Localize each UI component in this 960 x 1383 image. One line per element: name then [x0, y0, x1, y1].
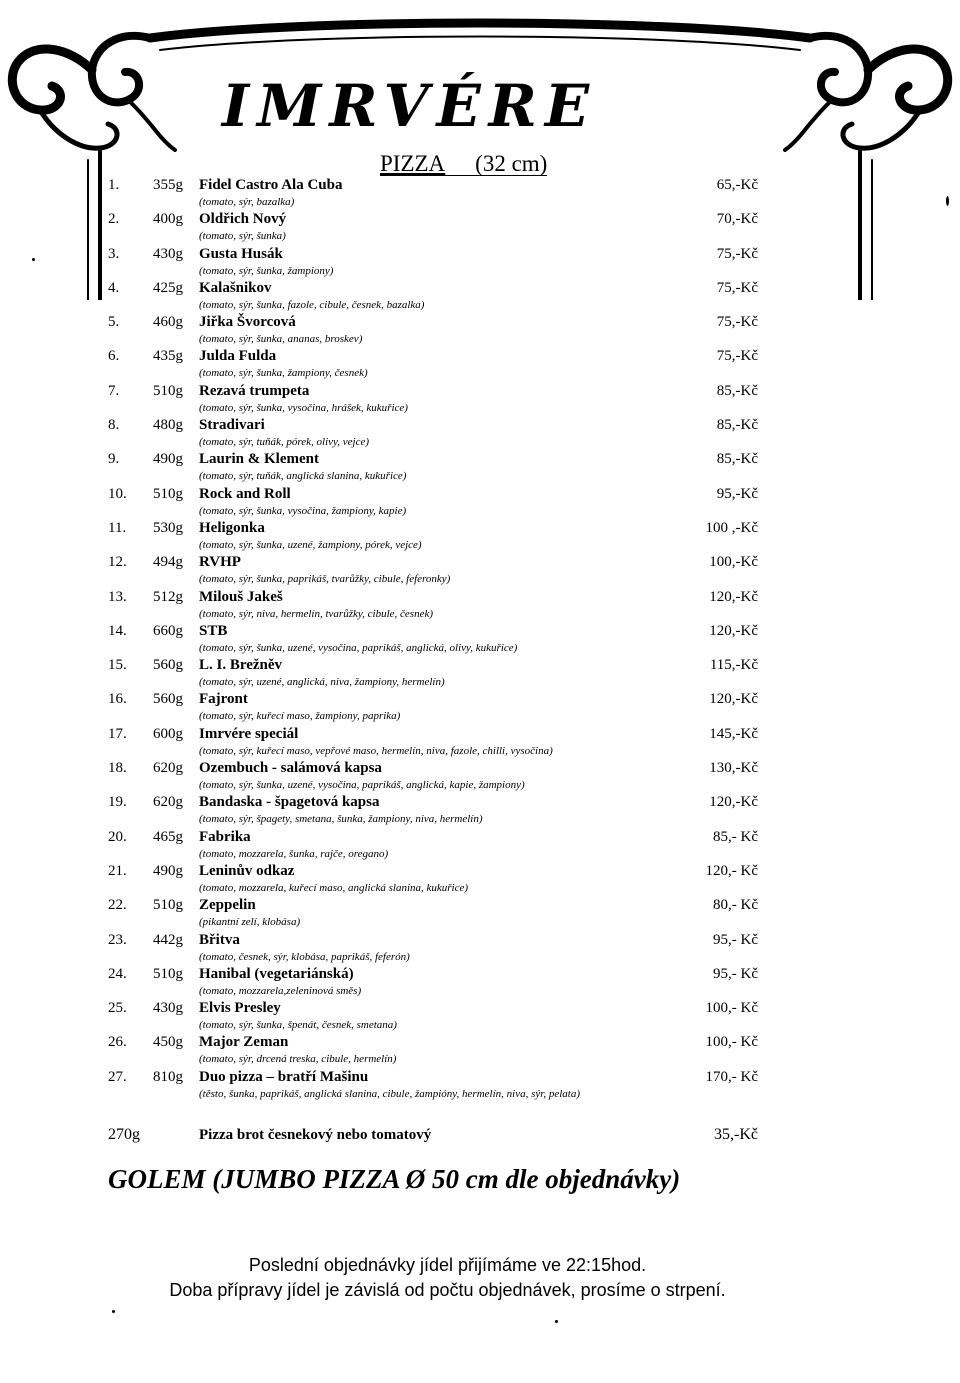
- menu-item: [0, 518, 960, 552]
- item-ingredients: (tomato, sýr, šunka, paprikáš, tvarůžky, cibule, feferonky): [199, 573, 451, 586]
- item-name: Hanibal (vegetariánská): [199, 965, 354, 982]
- menu-item: [0, 278, 960, 312]
- item-name: Fabrika: [199, 828, 251, 845]
- item-price: 120,-Kč: [709, 691, 758, 708]
- item-ingredients: (tomato, sýr, šunka, uzené, vysočina, paprikáš, anglická, kapie, žampiony): [199, 779, 525, 792]
- item-number: 3.: [108, 245, 120, 262]
- item-ingredients: (tomato, česnek, sýr, klobása, paprikáš, feferón): [199, 950, 410, 963]
- item-weight: 560g: [153, 657, 183, 674]
- item-name: Imrvére speciál: [199, 725, 299, 742]
- menu-item: [0, 861, 960, 895]
- item-weight: 490g: [153, 862, 183, 879]
- item-weight: 512g: [153, 588, 183, 605]
- item-name: Laurin & Klement: [199, 451, 319, 468]
- item-number: 24.: [108, 965, 127, 982]
- menu-item: [0, 689, 960, 723]
- item-price: 95,-Kč: [716, 485, 758, 502]
- item-weight: 494g: [153, 554, 183, 571]
- preparation-note: Doba přípravy jídel je závislá od počtu objednávek, prosíme o strpení.: [169, 1280, 726, 1300]
- item-number: 14.: [108, 622, 127, 639]
- item-price: 130,-Kč: [709, 760, 758, 777]
- item-price: 75,-Kč: [716, 245, 758, 262]
- item-number: 26.: [108, 1034, 127, 1051]
- menu-item: [0, 758, 960, 792]
- item-ingredients: (tomato, sýr, tuňák, pórek, olivy, vejce): [199, 436, 370, 449]
- item-ingredients: (tomato, sýr, šunka, špenát, česnek, smetana): [199, 1019, 397, 1032]
- item-ingredients: (tomato, sýr, šunka): [199, 230, 286, 243]
- item-weight: 490g: [153, 451, 183, 468]
- item-number: 16.: [108, 691, 127, 708]
- scan-speck: [555, 1320, 558, 1323]
- item-weight: 430g: [153, 1000, 183, 1017]
- item-ingredients: (tomato, mozzarela, šunka, rajče, oregano): [199, 847, 389, 860]
- item-price: 85,- Kč: [713, 828, 758, 845]
- last-order-note: Poslední objednávky jídel přijímáme ve 22:15hod.: [248, 1255, 647, 1275]
- item-weight: 560g: [153, 691, 183, 708]
- item-name: Julda Fulda: [199, 348, 277, 365]
- item-ingredients: (tomato, sýr, drcená treska, cibule, hermelín): [199, 1053, 397, 1066]
- menu-item: [0, 381, 960, 415]
- item-weight: 442g: [153, 931, 183, 948]
- scan-speck: [946, 196, 949, 206]
- item-name: Milouš Jakeš: [199, 588, 283, 605]
- brot-weight: 270g: [108, 1126, 140, 1143]
- item-price: 100,-Kč: [709, 554, 758, 571]
- item-number: 7.: [108, 382, 120, 399]
- menu-item: [0, 587, 960, 621]
- item-name: Leninův odkaz: [199, 862, 295, 879]
- scan-speck: [112, 1310, 115, 1313]
- pizza-brot-row: [0, 1126, 960, 1150]
- item-ingredients: (tomato, sýr, kuřecí maso, vepřové maso, hermelín, niva, fazole, chilli, vysočina): [199, 744, 553, 757]
- brot-name: Pizza brot česnekový nebo tomatový: [199, 1127, 432, 1143]
- item-name: Major Zeman: [199, 1034, 289, 1051]
- item-ingredients: (tomato, sýr, šunka, uzené, žampiony, pórek, vejce): [199, 538, 422, 551]
- item-price: 100,- Kč: [705, 1000, 758, 1017]
- item-price: 100 ,-Kč: [705, 519, 758, 536]
- item-price: 65,-Kč: [716, 177, 758, 193]
- item-price: 80,- Kč: [713, 897, 758, 914]
- menu-item: [0, 175, 960, 209]
- restaurant-logo: IMRVÉRE: [222, 72, 598, 140]
- menu-item: [0, 998, 960, 1032]
- item-ingredients: (tomato, sýr, šunka, fazole, cibule, česnek, bazalka): [199, 298, 425, 311]
- item-name: STB: [199, 622, 228, 639]
- menu-item: [0, 621, 960, 655]
- item-name: Rezavá trumpeta: [199, 382, 310, 399]
- item-number: 22.: [108, 897, 127, 914]
- item-name: Jiřka Švorcová: [199, 314, 296, 331]
- item-ingredients: (tomato, sýr, šunka, vysočina, žampiony, kapie): [199, 504, 407, 517]
- item-weight: 425g: [153, 279, 183, 296]
- item-number: 6.: [108, 348, 120, 365]
- menu-item: [0, 484, 960, 518]
- golem-offer: GOLEM (JUMBO PIZZA Ø 50 cm dle objednávky): [108, 1164, 681, 1194]
- menu-item: [0, 964, 960, 998]
- item-price: 120,- Kč: [705, 862, 758, 879]
- item-number: 27.: [108, 1068, 127, 1085]
- item-name: Zeppelin: [199, 897, 256, 914]
- item-name: Oldřich Nový: [199, 211, 287, 228]
- item-price: 120,-Kč: [709, 794, 758, 811]
- item-number: 8.: [108, 417, 120, 434]
- item-number: 11.: [108, 519, 127, 536]
- item-price: 95,- Kč: [713, 931, 758, 948]
- item-number: 25.: [108, 1000, 127, 1017]
- menu-item: [0, 827, 960, 861]
- item-number: 23.: [108, 931, 127, 948]
- item-name: Fajront: [199, 691, 248, 708]
- item-number: 21.: [108, 862, 127, 879]
- item-number: 5.: [108, 314, 120, 331]
- item-name: Stradivari: [199, 417, 265, 434]
- item-weight: 510g: [153, 897, 183, 914]
- item-weight: 530g: [153, 519, 183, 536]
- item-name: Břitva: [199, 931, 240, 948]
- item-ingredients: (tomato, sýr, kuřecí maso, žampiony, paprika): [199, 710, 401, 723]
- item-weight: 400g: [153, 211, 183, 228]
- menu-item: [0, 1032, 960, 1066]
- item-ingredients: (těsto, šunka, paprikáš, anglická slanina, cibule, žampióny, hermelín, niva, sýr, pelata): [199, 1087, 580, 1100]
- item-number: 17.: [108, 725, 127, 742]
- item-price: 170,- Kč: [705, 1068, 758, 1085]
- item-name: Rock and Roll: [199, 485, 291, 502]
- brot-price: 35,-Kč: [714, 1126, 758, 1143]
- menu-item: [0, 346, 960, 380]
- item-ingredients: (tomato, sýr, šunka, uzené, vysočina, paprikáš, anglická, olivy, kukuřice): [199, 641, 518, 654]
- item-name: Elvis Presley: [199, 1000, 281, 1017]
- item-price: 100,- Kč: [705, 1034, 758, 1051]
- item-name: Kalašnikov: [199, 279, 272, 296]
- item-weight: 430g: [153, 245, 183, 262]
- item-number: 19.: [108, 794, 127, 811]
- item-name: Gusta Husák: [199, 245, 283, 262]
- menu-item: [0, 209, 960, 243]
- menu-item: [0, 655, 960, 689]
- item-weight: 435g: [153, 348, 183, 365]
- item-weight: 600g: [153, 725, 183, 742]
- item-ingredients: (pikantní zelí, klobása): [199, 916, 301, 929]
- item-weight: 355g: [153, 177, 183, 193]
- item-weight: 620g: [153, 760, 183, 777]
- item-number: 10.: [108, 485, 127, 502]
- item-number: 20.: [108, 828, 127, 845]
- item-price: 145,-Kč: [709, 725, 758, 742]
- menu-item: [0, 895, 960, 929]
- section-heading: [380, 150, 547, 178]
- item-price: 85,-Kč: [716, 382, 758, 399]
- item-weight: 660g: [153, 622, 183, 639]
- menu-item: [0, 930, 960, 964]
- item-number: 12.: [108, 554, 127, 571]
- item-number: 4.: [108, 279, 120, 296]
- item-ingredients: (tomato, sýr, tuňák, anglická slanina, kukuřice): [199, 470, 407, 483]
- menu-item: [0, 1067, 960, 1101]
- menu-item: [0, 244, 960, 278]
- menu-item: [0, 415, 960, 449]
- item-price: 115,-Kč: [709, 657, 758, 674]
- item-name: RVHP: [199, 554, 241, 571]
- pizza-list: [0, 175, 960, 1101]
- item-name: Heligonka: [199, 519, 265, 536]
- item-ingredients: (tomato, mozzarela,zeleninová směs): [199, 984, 362, 997]
- item-ingredients: (tomato, sýr, bazalka): [199, 196, 295, 208]
- item-price: 75,-Kč: [716, 314, 758, 331]
- item-weight: 620g: [153, 794, 183, 811]
- item-weight: 465g: [153, 828, 183, 845]
- item-price: 85,-Kč: [716, 417, 758, 434]
- section-size: (32 cm): [475, 151, 548, 176]
- item-weight: 510g: [153, 485, 183, 502]
- item-price: 75,-Kč: [716, 279, 758, 296]
- item-price: 120,-Kč: [709, 588, 758, 605]
- item-ingredients: (tomato, mozzarela, kuřecí maso, anglická slanina, kukuřice): [199, 881, 469, 894]
- menu-item: [0, 449, 960, 483]
- item-weight: 510g: [153, 965, 183, 982]
- item-ingredients: (tomato, sýr, uzené, anglická, niva, žampiony, hermelín): [199, 676, 445, 689]
- item-price: 95,- Kč: [713, 965, 758, 982]
- item-name: Bandaska - špagetová kapsa: [199, 794, 380, 811]
- item-number: 1.: [108, 177, 120, 193]
- section-title: PIZZA: [380, 151, 446, 176]
- item-ingredients: (tomato, sýr, špagety, smetana, šunka, žampiony, niva, hermelín): [199, 813, 483, 826]
- item-weight: 510g: [153, 382, 183, 399]
- menu-item: [0, 552, 960, 586]
- item-price: 85,-Kč: [716, 451, 758, 468]
- menu-item: [0, 312, 960, 346]
- item-ingredients: (tomato, sýr, niva, hermelín, tvarůžky, cibule, česnek): [199, 607, 433, 620]
- item-number: 13.: [108, 588, 127, 605]
- item-price: 120,-Kč: [709, 622, 758, 639]
- item-weight: 460g: [153, 314, 183, 331]
- item-weight: 480g: [153, 417, 183, 434]
- item-weight: 810g: [153, 1068, 183, 1085]
- item-price: 70,-Kč: [716, 211, 758, 228]
- item-number: 18.: [108, 760, 127, 777]
- item-number: 15.: [108, 657, 127, 674]
- menu-item: [0, 724, 960, 758]
- item-number: 9.: [108, 451, 120, 468]
- item-name: L. I. Brežněv: [199, 657, 283, 674]
- scan-speck: [32, 258, 35, 261]
- item-name: Fidel Castro Ala Cuba: [199, 177, 343, 193]
- item-name: Duo pizza – bratří Mašinu: [199, 1068, 369, 1085]
- item-ingredients: (tomato, sýr, šunka, žampiony): [199, 264, 334, 277]
- item-price: 75,-Kč: [716, 348, 758, 365]
- item-number: 2.: [108, 211, 120, 228]
- menu-item: [0, 792, 960, 826]
- item-name: Ozembuch - salámová kapsa: [199, 760, 382, 777]
- item-ingredients: (tomato, sýr, šunka, vysočina, hrášek, kukuřice): [199, 401, 408, 414]
- item-weight: 450g: [153, 1034, 183, 1051]
- item-ingredients: (tomato, sýr, šunka, ananas, broskev): [199, 333, 363, 346]
- item-ingredients: (tomato, sýr, šunka, žampiony, česnek): [199, 367, 368, 380]
